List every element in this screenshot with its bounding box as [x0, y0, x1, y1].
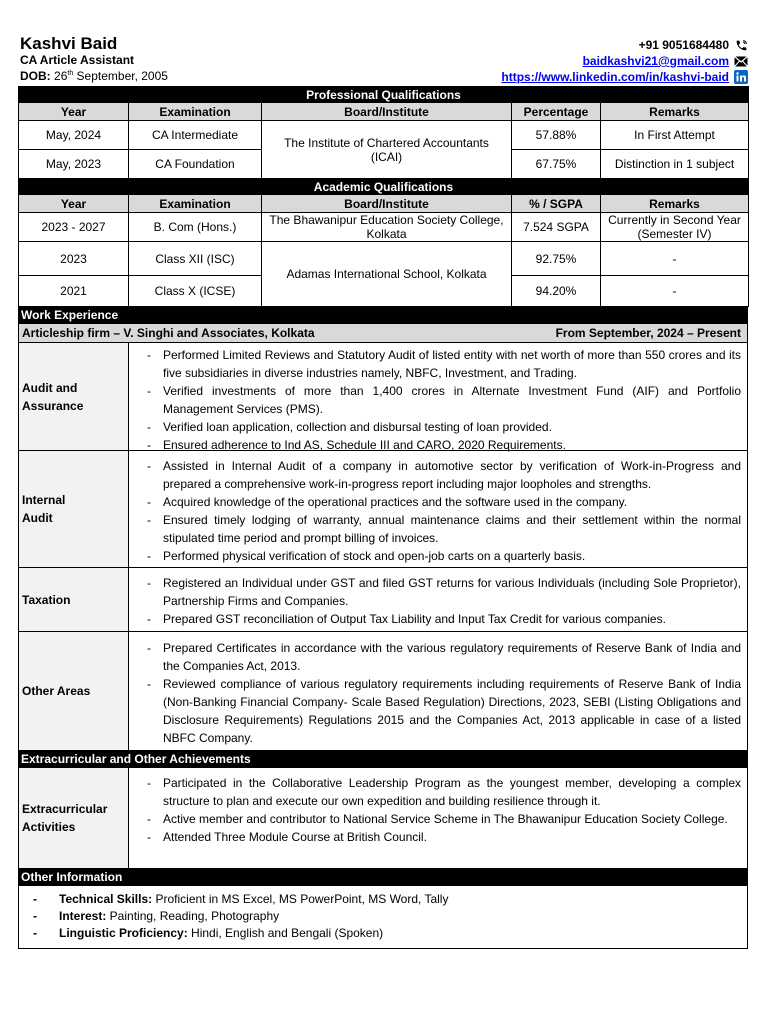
- date-of-birth: DOB: 26th September, 2005: [20, 69, 168, 83]
- section-label: Audit and Assurance: [19, 343, 129, 450]
- resume-header: [18, 34, 748, 86]
- list-item: - Linguistic Proficiency: Hindi, English and Bengali (Spoken): [33, 926, 384, 940]
- other-information-section: [18, 886, 748, 949]
- firm-bar: [18, 324, 748, 343]
- work-period: From September, 2024 – Present: [555, 326, 741, 340]
- mail-icon: [734, 54, 748, 68]
- candidate-role: CA Article Assistant: [20, 53, 135, 67]
- firm-name: Articleship firm – V. Singhi and Associates, Kolkata: [22, 326, 315, 340]
- work-experience-title: Work Experience: [18, 307, 748, 324]
- taxation-section: Taxation - Registered an Individual under GST and filed GST returns for various Individuals (including Sole Proprietor), Partnership Firms and Companies. - Prepared GST reconciliation of Output Tax Liability and Input Tax Credit for various companies.: [18, 568, 748, 632]
- linkedin-icon: [734, 70, 748, 84]
- column-header: Board/Institute: [262, 103, 512, 121]
- table-row: 2021 Class X (ICSE) 94.20% -: [19, 276, 749, 307]
- section-label: Internal Audit: [19, 451, 129, 567]
- column-header: Remarks: [601, 103, 749, 121]
- column-header: % / SGPA: [512, 195, 601, 213]
- section-title: Professional Qualifications: [19, 87, 749, 103]
- academic-qualifications-table: [18, 178, 749, 307]
- list-item: - Interest: Painting, Reading, Photography: [33, 909, 280, 923]
- other-information-title: Other Information: [18, 869, 748, 886]
- column-header: Year: [19, 195, 129, 213]
- section-label: Taxation: [19, 568, 129, 631]
- list-item: - Technical Skills: Proficient in MS Excel, MS PowerPoint, MS Word, Tally: [33, 892, 449, 906]
- linkedin-link[interactable]: https://www.linkedin.com/in/kashvi-baid: [501, 70, 729, 84]
- table-row: 2023 Class XII (ISC) Adamas International School, Kolkata 92.75% -: [19, 242, 749, 276]
- table-row: May, 2024 CA Intermediate The Institute of Chartered Accountants (ICAI) 57.88% In First Attempt: [19, 121, 749, 150]
- internal-audit-section: Internal Audit - Assisted in Internal Audit of a company in automotive sector by verification of Work-in-Progress and prepared a comprehensive work-in-progress report including major loopholes and strengths. - Acquired knowledge of the operational practices and the software used in the company. - Ensured timely lodging of warranty, annual maintenance claims and their settlement within the normal stipulated time period and prompt billing of invoices. - Performed physical verification of stock and open-job carts on a quarterly basis.: [18, 451, 748, 568]
- table-row: May, 2023 CA Foundation 67.75% Distinction in 1 subject: [19, 150, 749, 179]
- column-header: Percentage: [512, 103, 601, 121]
- audit-section: Audit and Assurance - Performed Limited Reviews and Statutory Audit of listed entity with net worth of more than 550 crores and its five subsidiaries in diverse industries namely, NBFC, Investment, and Trading. - Verified investments of more than 1,400 crores in Alternate Investment Fund (AIF) and Portfolio Management Services (PMS). - Verified loan application, collection and disbursal testing of loan provided. - Ensured adherence to Ind AS, Schedule III and CARO, 2020 Requirements.: [18, 343, 748, 451]
- section-title: Academic Qualifications: [19, 179, 749, 195]
- professional-qualifications-table: [18, 86, 749, 179]
- candidate-name: Kashvi Baid: [20, 34, 118, 53]
- section-label: Extracurricular Activities: [19, 768, 129, 868]
- phone-number: +91 9051684480: [638, 38, 729, 52]
- section-label: Other Areas: [19, 632, 129, 750]
- extracurricular-section: Extracurricular Activities - Participated in the Collaborative Leadership Program as the youngest member, developing a complex structure to plan and execute our own expedition and building resilience through it. - Active member and contributor to National Service Scheme in The Bhawanipur Education Society College. - Attended Three Module Course at British Council.: [18, 768, 748, 869]
- phone-icon: [734, 38, 748, 52]
- email-link[interactable]: baidkashvi21@gmail.com: [582, 54, 729, 68]
- column-header: Year: [19, 103, 129, 121]
- other-areas-section: Other Areas - Prepared Certificates in accordance with the various regulatory requirements of Reserve Bank of India and the Companies Act, 2013. - Reviewed compliance of various regulatory requirements including requirements of Reserve Bank of India (Non-Banking Financial Company- Scale Based Regulation) Directions, 2023, SEBI (Listing Obligations and Disclosure Requirements) Regulations 2015 and the Companies Act, 2013 applicable in case of a listed NBFC Company.: [18, 632, 748, 751]
- column-header: Board/Institute: [262, 195, 512, 213]
- resume-page: [18, 34, 748, 949]
- column-header: Examination: [129, 103, 262, 121]
- column-header: Examination: [129, 195, 262, 213]
- column-header: Remarks: [601, 195, 749, 213]
- table-row: 2023 - 2027 B. Com (Hons.) The Bhawanipur Education Society College, Kolkata 7.524 SGPA Currently in Second Year (Semester IV): [19, 213, 749, 242]
- extracurricular-title: Extracurricular and Other Achievements: [18, 751, 748, 768]
